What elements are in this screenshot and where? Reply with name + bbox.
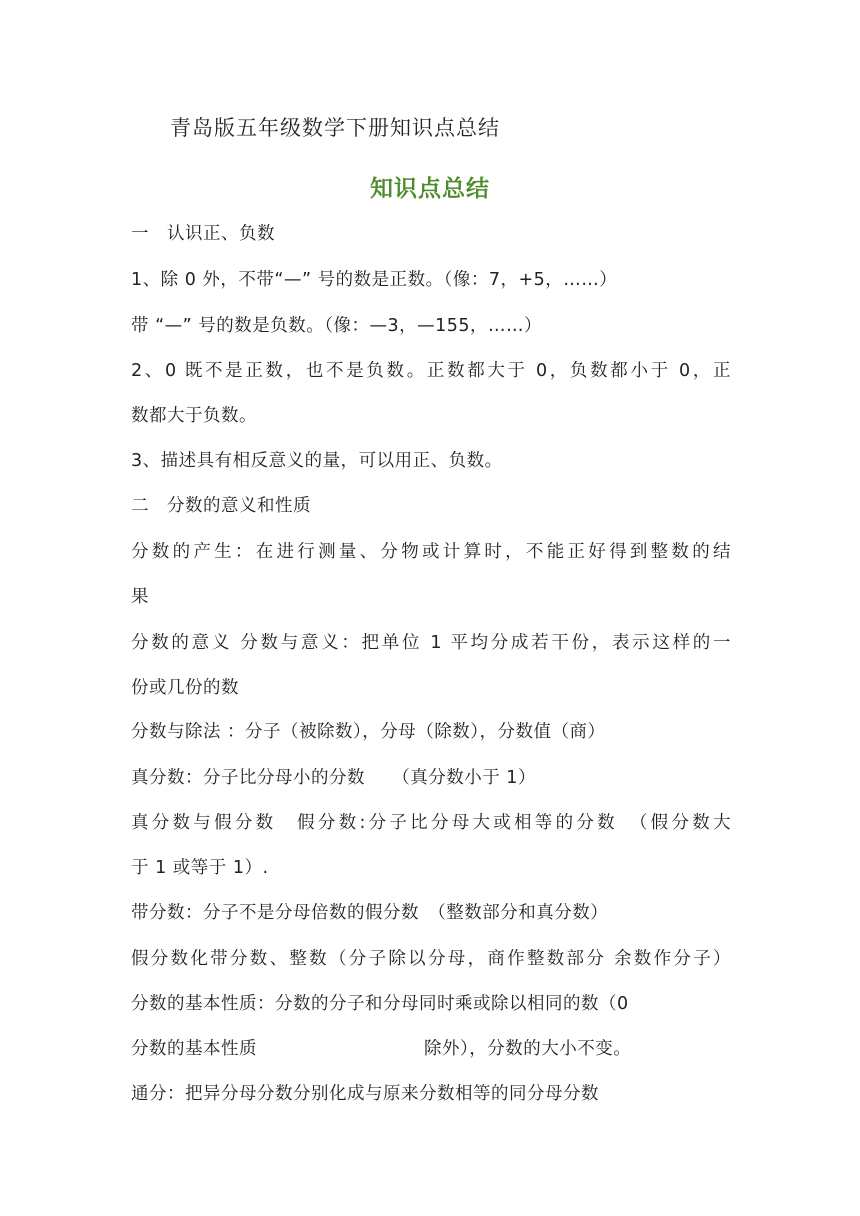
text-line-7: 二 分数的意义和性质 xyxy=(131,496,311,516)
text-line-3: 带 “—” 号的数是负数。（像：—3，—155，……） xyxy=(131,316,543,336)
text-line-6: 3、描述具有相反意义的量，可以用正、负数。 xyxy=(131,451,503,471)
document-title: 青岛版五年级数学下册知识点总结 xyxy=(170,116,500,140)
section-heading: 知识点总结 xyxy=(370,176,490,202)
text-line-11: 份或几份的数 xyxy=(131,678,239,698)
text-line-2: 1、除 0 外，不带“—” 号的数是正数。（像：7，+5，……） xyxy=(131,270,618,290)
text-line-12: 分数与除法 ：分子（被除数），分母（除数），分数值（商） xyxy=(131,722,606,742)
text-line-5: 数都大于负数。 xyxy=(131,406,257,426)
text-line-19: 分数的基本性质 xyxy=(131,1039,257,1059)
text-line-19-tail: 除外），分数的大小不变。 xyxy=(424,1039,632,1059)
text-line-18: 分数的基本性质：分数的分子和分母同时乘或除以相同的数（0 xyxy=(131,994,629,1014)
text-line-14: 真分数与假分数 假分数:分子比分母大或相等的分数 （假分数大 xyxy=(131,813,731,833)
text-line-4: 2、0 既不是正数，也不是负数。正数都大于 0，负数都小于 0，正 xyxy=(131,361,731,381)
text-line-20: 通分：把异分母分数分别化成与原来分数相等的同分母分数 xyxy=(131,1084,599,1104)
text-line-16: 带分数：分子不是分母倍数的假分数 （整数部分和真分数） xyxy=(131,903,609,923)
text-line-9: 果 xyxy=(131,587,149,607)
text-line-17: 假分数化带分数、整数（分子除以分母，商作整数部分 余数作分子） xyxy=(131,949,731,969)
text-line-13: 真分数：分子比分母小的分数 （真分数小于 1） xyxy=(131,768,536,788)
text-line-1: 一 认识正、负数 xyxy=(131,224,275,244)
text-line-10: 分数的意义 分数与意义：把单位 1 平均分成若干份，表示这样的一 xyxy=(131,633,731,653)
text-line-8: 分数的产生：在进行测量、分物或计算时，不能正好得到整数的结 xyxy=(131,542,731,562)
text-line-15: 于 1 或等于 1）. xyxy=(131,858,269,878)
